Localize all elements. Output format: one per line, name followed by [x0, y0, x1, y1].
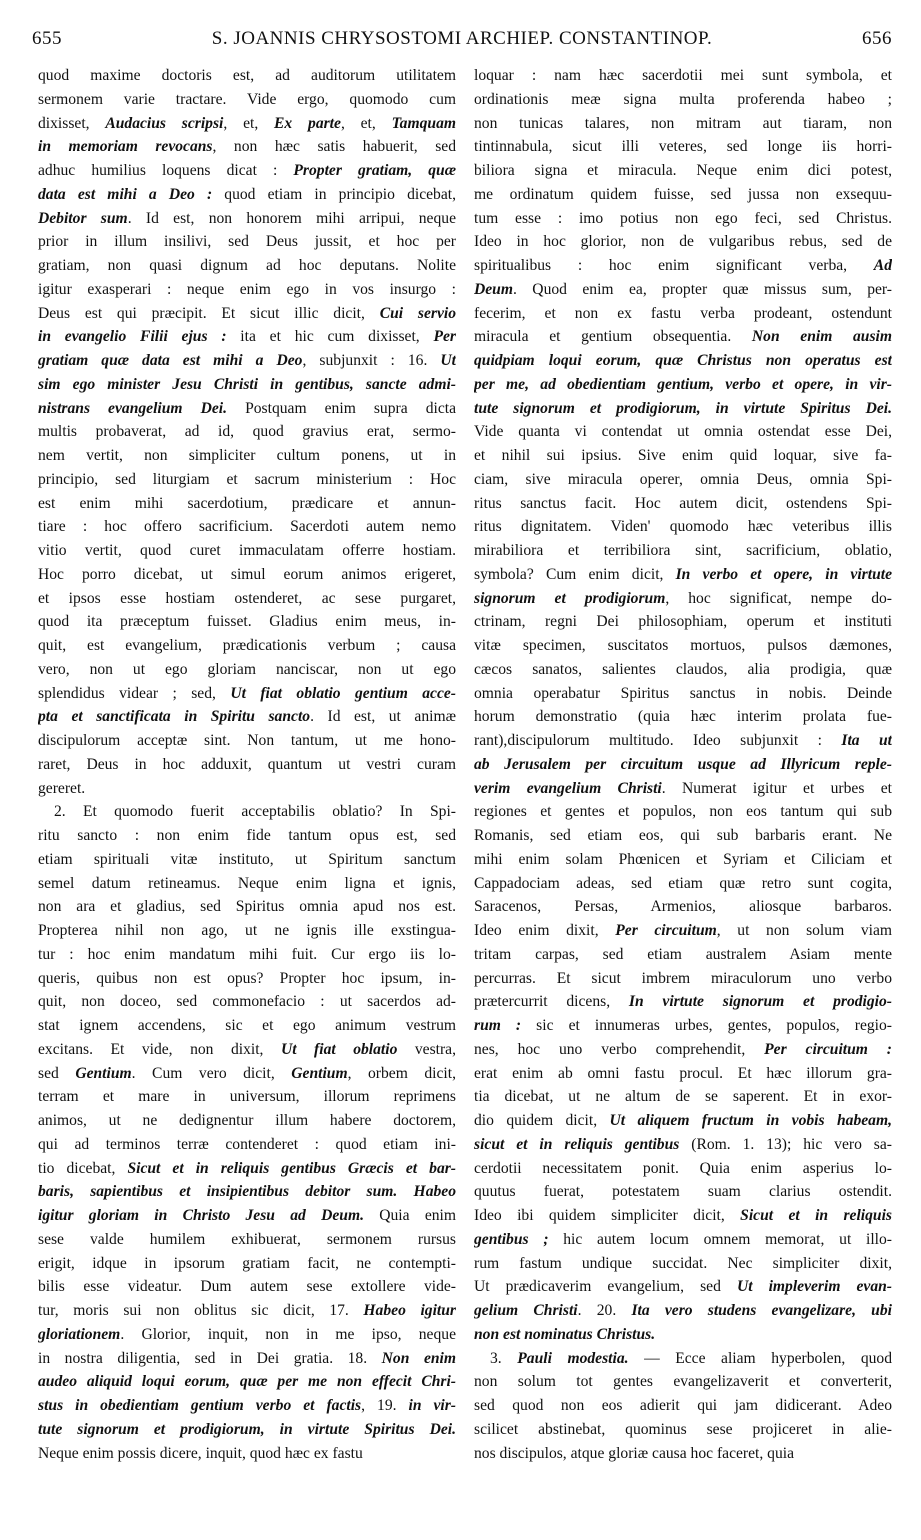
italic-quotation: Per circuitum [615, 922, 717, 939]
text-line [38, 587, 456, 611]
text-line [474, 1157, 892, 1181]
text-run: Postquam enim supra dicta [227, 399, 456, 417]
text-run: mirabiliora et terribiliora sint, sacrificium, oblatio, [474, 542, 892, 559]
text-line [38, 1014, 456, 1038]
italic-quotation: Per [433, 328, 456, 346]
page-number-right: 656 [862, 28, 892, 49]
text-line [38, 1442, 456, 1466]
italic-quotation: Sicut et in reliquis gentibus Græcis et bar- [127, 1159, 456, 1177]
text-line [474, 1347, 892, 1371]
italic-quotation: Audacius scripsi [105, 114, 224, 132]
text-line [38, 1323, 456, 1347]
text-line [38, 1062, 456, 1086]
text-line [38, 634, 456, 658]
italic-quotation: Debitor sum [38, 209, 128, 227]
text-run: vestra, [397, 1040, 456, 1058]
italic-quotation: Tamquam [391, 114, 456, 132]
text-run: gratiam, non quasi dignum ad hoc deputans. Nolite [38, 257, 456, 274]
text-line [38, 563, 456, 587]
italic-quotation: quidpiam loqui eorum, quæ Christus non operatus est [474, 352, 892, 369]
text-run: bilis esse videatur. Dum autem sese extollere vide- [38, 1278, 456, 1296]
text-line [474, 563, 892, 587]
text-line [474, 302, 892, 326]
text-run: rum fastum undique succidat. Nec simpliciter dixit, [474, 1254, 892, 1272]
text-line [474, 658, 892, 682]
text-line [38, 112, 456, 136]
text-run: Hoc porro dicebat, ut simul eorum animos erigeret, [38, 565, 456, 583]
text-run: ciam, sive miracula operer, omnia Deus, omnia Spi- [474, 470, 892, 488]
text-line [38, 919, 456, 943]
text-run: ita et hic cum dixisset, [226, 328, 434, 346]
text-run: etiam spirituali vitæ instituto, ut Spiritum sanctum [38, 850, 456, 868]
italic-quotation: Non enim [381, 1349, 456, 1367]
italic-quotation: ab Jerusalem per circuitum usque ad Illyricum reple- [474, 755, 892, 773]
text-run: Ideo in hoc glorior, non de vulgaribus rebus, sed de [474, 233, 892, 251]
text-line [38, 515, 456, 539]
text-line [38, 444, 456, 468]
text-run: sed quod non eos adierit qui jam didicerant. Adeo [474, 1397, 892, 1414]
text-line [38, 1275, 456, 1299]
text-run: vitæ specimen, suscitatos mortuos, pulsos dæmones, [474, 637, 892, 654]
italic-quotation: sim ego minister Jesu Christi in gentibus, sancte admi- [38, 375, 456, 393]
text-line [474, 1133, 892, 1157]
text-line [474, 1442, 892, 1466]
italic-quotation: Ut fiat oblatio gentium acce- [230, 684, 456, 702]
page-number-left: 655 [32, 28, 62, 49]
text-line [474, 1014, 892, 1038]
italic-quotation: in evangelio Filii ejus : [38, 328, 227, 346]
text-line [474, 88, 892, 112]
text-run: excitans. Et vide, non dixit, [38, 1040, 281, 1058]
text-line [38, 159, 456, 183]
text-run: . Cum vero dicit, [131, 1064, 292, 1082]
text-run: sed [38, 1064, 76, 1082]
text-run: hic autem locum omnem memorat, ut illo- [548, 1230, 892, 1248]
italic-quotation: Ita vero studens evangelizare, ubi [631, 1302, 892, 1319]
text-run: vitio vertit, quod curet immaculatam offerre hostiam. [38, 542, 456, 559]
italic-quotation: Ita ut [841, 732, 892, 749]
text-line [38, 302, 456, 326]
text-run: sermonem varie tractare. Vide ergo, quomodo cum [38, 90, 456, 108]
text-run: , et, [223, 114, 275, 132]
text-run: rant),discipulorum multitudo. Ideo subjunxit : [474, 732, 842, 749]
text-run: vero, non ut ego gloriam nanciscar, non ut ego [38, 660, 456, 678]
text-run: . Id est, ut animæ [310, 708, 456, 726]
text-line [38, 1299, 456, 1323]
italic-quotation: in memoriam revocans [38, 138, 213, 156]
text-run: , orbem dicit, [347, 1064, 456, 1082]
italic-quotation: Gentium [291, 1064, 348, 1082]
text-line [474, 1062, 892, 1086]
text-line [474, 943, 892, 967]
italic-quotation: Ad [873, 257, 892, 274]
text-line [474, 634, 892, 658]
italic-quotation: tute signorum et prodigiorum, in virtute Spiritus Dei. [474, 399, 892, 417]
italic-quotation: Gentium [75, 1064, 132, 1082]
text-run: Vide quanta vi contendat ut omnia ostendat esse Dei, [474, 423, 892, 441]
text-line [474, 207, 892, 231]
text-run: mihi enim solam Phœnicen et Syriam et Ciliciam et [474, 850, 892, 868]
text-line [38, 658, 456, 682]
text-line [38, 1418, 456, 1442]
italic-quotation: Propter gratiam, quæ [293, 162, 456, 179]
right-column [474, 64, 892, 1534]
text-line [474, 872, 892, 896]
text-run: 2. Et quomodo fuerit acceptabilis oblatio? In Spi- [54, 803, 456, 821]
text-run: tur : hoc enim mandatum mihi fuit. Cur ergo iis lo- [38, 945, 456, 963]
text-line [38, 492, 456, 516]
italic-quotation: sicut et in reliquis gentibus [474, 1135, 680, 1153]
text-line [474, 1394, 892, 1418]
text-run: animos, ut ne dedignentur illum habere doctorem, [38, 1112, 456, 1129]
text-run: adhuc humilius loquens dicat : [38, 162, 294, 179]
text-run: spiritualibus : hoc enim significant verba, [474, 257, 874, 274]
text-run: tum esse : imo potius non ego feci, sed Christus. [474, 209, 892, 227]
text-line [38, 753, 456, 777]
text-run: (Rom. 1. 13); hic vero sa- [679, 1135, 892, 1153]
text-run: dixisset, [38, 114, 106, 132]
text-line [474, 682, 892, 706]
text-run: splendidus videar ; sed, [38, 684, 231, 702]
text-line [474, 1275, 892, 1299]
italic-quotation: non est nominatus Christus. [474, 1325, 656, 1343]
text-line [38, 943, 456, 967]
text-line [474, 135, 892, 159]
text-line [474, 753, 892, 777]
text-run: discipulorum acceptæ sint. Non tantum, ut me hono- [38, 732, 456, 749]
text-run: 3. [490, 1349, 518, 1367]
text-run: nos discipulos, atque gloriæ causa hoc faceret, quia [474, 1444, 795, 1462]
text-line [474, 1323, 892, 1347]
italic-quotation: tute signorum et prodigiorum, in virtute Spiritus Dei. [38, 1420, 456, 1438]
italic-quotation: In virtute signorum et prodigio- [628, 993, 892, 1011]
text-line [38, 420, 456, 444]
text-line [474, 587, 892, 611]
text-line [474, 349, 892, 373]
text-line [38, 1228, 456, 1252]
text-line [474, 397, 892, 421]
italic-quotation: in vir- [408, 1397, 456, 1414]
text-run: et ipsos esse hostiam ostenderet, ac sese purgaret, [38, 589, 456, 607]
text-line [474, 1038, 892, 1062]
italic-quotation: gratiam quæ data est mihi a Deo [38, 352, 303, 369]
text-line [474, 278, 892, 302]
text-line [474, 777, 892, 801]
text-run: non solum tot gentes evangelizaverit et converterit, [474, 1373, 892, 1391]
text-run: gereret. [38, 779, 86, 797]
text-line [38, 1109, 456, 1133]
text-line [38, 539, 456, 563]
text-line [38, 135, 456, 159]
text-run: erat enim ab omni fastu procul. Et hæc illorum gra- [474, 1064, 892, 1082]
text-line [474, 1252, 892, 1276]
text-run: ritus sanctus facit. Hoc autem dicit, ostendens Spi- [474, 494, 892, 512]
italic-quotation: gloriationem [38, 1325, 121, 1343]
text-line [474, 325, 892, 349]
text-run: Deus est qui præcipit. Et sicut illic dicit, [38, 304, 380, 322]
text-run: . 20. [577, 1302, 632, 1319]
text-line [474, 515, 892, 539]
text-line [474, 468, 892, 492]
text-line [38, 64, 456, 88]
italic-quotation: rum : [474, 1017, 522, 1034]
text-run: quit, non doceo, sed commonefacio : ut sacerdos ad- [38, 993, 456, 1011]
text-line [38, 1180, 456, 1204]
text-run: tritam carpas, sed etiam australem Asiam mente [474, 945, 892, 963]
text-line [38, 729, 456, 753]
text-run: prior in illum insilivi, sed Deus jussit, et hoc per [38, 233, 456, 251]
text-run: . Glorior, inquit, non in me ipso, neque [120, 1325, 456, 1343]
text-run: ritu sancto : non enim fide tantum opus est, sed [38, 827, 456, 844]
italic-quotation: gelium Christi [474, 1302, 578, 1319]
text-run: Neque enim possis dicere, inquit, quod hæc ex fastu [38, 1444, 363, 1462]
italic-quotation: Ex parte [274, 114, 341, 132]
text-run: , non hæc satis habuerit, sed [212, 138, 456, 156]
text-line [38, 1394, 456, 1418]
text-run: ctrinam, regni Dei philosophiam, operum et instituti [474, 613, 892, 631]
left-column [38, 64, 456, 1534]
text-run: semel datum retineamus. Neque enim ligna et ignis, [38, 874, 456, 892]
text-line [474, 1418, 892, 1442]
text-line [38, 895, 456, 919]
text-run: , ut non solum viam [716, 922, 892, 939]
text-line [474, 539, 892, 563]
text-line [38, 1157, 456, 1181]
text-run: multis probaverat, ad id, quod gravius erat, sermo- [38, 423, 456, 441]
text-run: non ara et gladius, sed Spiritus omnia apud nos est. [38, 898, 456, 916]
text-run: omnia operabatur Spiritus sanctus in nobis. Deinde [474, 684, 892, 702]
text-run: erigit, idque in ipsorum gratiam facit, ne contempti- [38, 1254, 456, 1272]
text-line [38, 254, 456, 278]
text-line [474, 919, 892, 943]
text-line [474, 729, 892, 753]
text-run: symbola? Cum enim dicit, [474, 565, 676, 583]
text-line [474, 254, 892, 278]
italic-quotation: Pauli modestia. [517, 1349, 629, 1367]
text-line [38, 967, 456, 991]
text-run: Ut prædicaverim evangelium, sed [474, 1278, 737, 1296]
italic-quotation: gentibus ; [474, 1230, 549, 1248]
italic-quotation: Ut [440, 352, 456, 369]
text-run: principio, sed liturgiam et sacrum ministerium : Hoc [38, 470, 456, 488]
text-line [474, 183, 892, 207]
text-line [38, 824, 456, 848]
text-run: Ideo ibi quidem simpliciter dicit, [474, 1207, 741, 1224]
text-run: nem vertit, non simpliciter cultum ponens, ut in [38, 447, 456, 464]
text-line [38, 1085, 456, 1109]
italic-quotation: Habeo igitur [363, 1302, 456, 1319]
running-header [32, 28, 892, 58]
text-run: . Numerat igitur et urbes et [661, 779, 892, 797]
text-line [474, 1204, 892, 1228]
text-line [38, 468, 456, 492]
text-line [474, 112, 892, 136]
text-run: tur, moris sui non oblitus sic dicit, 17. [38, 1302, 364, 1319]
text-line [474, 1109, 892, 1133]
italic-quotation: signorum et prodigiorum [474, 589, 666, 607]
text-run: , et, [340, 114, 392, 132]
text-run: tio dicebat, [38, 1159, 128, 1177]
italic-quotation: baris, sapientibus et insipientibus debitor sum. Habeo [38, 1183, 456, 1201]
text-line [474, 159, 892, 183]
text-run: quit, est evangelium, prædicationis verbum ; causa [38, 637, 456, 654]
text-run: et nihil sui ipsius. Sive enim quid loquar, sive fa- [474, 447, 892, 464]
italic-quotation: Cui servio [379, 304, 456, 322]
italic-quotation: verim evangelium Christi [474, 779, 662, 797]
text-line [38, 278, 456, 302]
text-line [38, 183, 456, 207]
text-run: horum demonstratio (quia hæc interim prolata fue- [474, 708, 892, 726]
text-line [38, 88, 456, 112]
text-run: tintinnabula, sicut illi veteres, sed longe iis horri- [474, 138, 892, 156]
text-run: miracula et gentium obsequentia. [474, 328, 752, 346]
text-run: queris, quibus non est opus? Propter hoc ipsum, in- [38, 969, 456, 987]
text-run: in nostra diligentia, sed in Dei gratia. 18. [38, 1349, 382, 1367]
text-line [474, 1299, 892, 1323]
text-line [38, 682, 456, 706]
text-run: percurras. Et sicut imbrem miraculorum uno verbo [474, 969, 892, 987]
text-run: sic et innumeras urbes, gentes, populos, regio- [521, 1017, 892, 1034]
text-line [38, 1252, 456, 1276]
text-run: . Quod enim ea, propter quæ missus sum, per- [512, 280, 892, 298]
text-line [38, 848, 456, 872]
text-run: Cappadociam adeas, sed etiam quæ retro sunt cogita, [474, 874, 892, 892]
text-run: raret, Deus in hoc adduxit, quantum ut vestri curam [38, 755, 456, 773]
italic-quotation: nistrans evangelium Dei. [38, 399, 228, 417]
italic-quotation: Ut impleverim evan- [736, 1278, 892, 1296]
italic-quotation: igitur gloriam in Christo Jesu ad Deum. [38, 1207, 364, 1224]
text-run: ordinationis meæ signa multa proferenda habeo ; [474, 90, 892, 108]
text-run: — Ecce aliam hyperbolen, quod [628, 1349, 892, 1367]
text-run: Quia enim [363, 1207, 456, 1224]
text-run: , hoc significat, nempe do- [665, 589, 892, 607]
italic-quotation: Per circuitum : [764, 1040, 892, 1058]
text-run: terram et mare in universum, illorum reprimens [38, 1088, 456, 1106]
text-run: , subjunxit : 16. [302, 352, 441, 369]
text-run: loquar : nam hæc sacerdotii mei sunt symbola, et [474, 67, 892, 84]
text-run: ritus dignitatem. Viden' quomodo hæc veteribus illis [474, 518, 892, 536]
text-line [38, 705, 456, 729]
text-line [474, 492, 892, 516]
text-run: scilicet abstinebat, quominus sese projiceret in alie- [474, 1420, 892, 1438]
text-line [38, 230, 456, 254]
text-line [474, 705, 892, 729]
text-run: tia dicebat, ut ne altum de se saperent. Et in exor- [474, 1088, 892, 1106]
italic-quotation: audeo aliquid loqui eorum, quæ per me non effecit Chri- [38, 1373, 456, 1391]
text-line [38, 207, 456, 231]
italic-quotation: In verbo et opere, in virtute [675, 565, 892, 583]
text-line [474, 444, 892, 468]
text-line [38, 777, 456, 801]
text-line [38, 325, 456, 349]
text-line [474, 967, 892, 991]
text-run: tiare : hoc offero sacrificium. Sacerdoti autem nemo [38, 518, 456, 536]
text-run: igitur exasperari : neque enim ego in vos insurgo : [38, 280, 456, 298]
italic-quotation: Deum [474, 280, 513, 298]
text-run: nes, hoc uno verbo comprehendit, [474, 1040, 765, 1058]
text-run: quutus fuerat, potestatem suam clarius ostendit. [474, 1183, 892, 1201]
italic-quotation: Sicut et in reliquis [740, 1207, 892, 1224]
text-line [38, 373, 456, 397]
italic-quotation: Ut aliquem fructum in vobis habeam, [609, 1112, 892, 1129]
text-line [38, 349, 456, 373]
italic-quotation: pta et sanctificata in Spiritu sancto [38, 708, 311, 726]
running-title: S. JOANNIS CHRYSOSTOMI ARCHIEP. CONSTANTINOP. [211, 28, 713, 49]
text-run: fecerim, et non ex fastu verba prodeant, ostendunt [474, 304, 892, 322]
text-run: Saracenos, Persas, Armenios, aliosque barbaros. [474, 898, 892, 916]
text-run: quod etiam in principio dicebat, [212, 185, 456, 203]
text-line [38, 990, 456, 1014]
text-run: . Id est, non honorem mihi arripui, neque [127, 209, 456, 227]
text-run: prætercurrit dicens, [474, 993, 629, 1011]
text-run: sese valde humilem exhibuerat, sermonem rursus [38, 1230, 456, 1248]
text-line [474, 824, 892, 848]
text-line [38, 1038, 456, 1062]
text-run: Romanis, sed etiam eos, qui sub barbaris erant. Ne [474, 827, 892, 844]
text-line [474, 895, 892, 919]
text-run: dio quidem dicit, [474, 1112, 610, 1129]
text-run: qui ad terminos terræ contenderet : quod etiam ini- [38, 1135, 456, 1153]
text-run: non tunicas talares, non mitram aut tiaram, non [474, 114, 892, 132]
text-line [38, 610, 456, 634]
text-line [38, 1347, 456, 1371]
text-run: cæcos sanatos, salientes claudos, alia prodigia, quæ [474, 660, 892, 678]
text-line [38, 397, 456, 421]
text-line [474, 1180, 892, 1204]
text-line [474, 373, 892, 397]
text-line [474, 990, 892, 1014]
text-run: regiones et gentes et populos, non eos tantum qui sub [474, 803, 892, 821]
italic-quotation: stus in obedientiam gentium verbo et factis [38, 1397, 362, 1414]
text-line [38, 872, 456, 896]
text-line [474, 1370, 892, 1394]
text-line [38, 1204, 456, 1228]
text-line [474, 1228, 892, 1252]
text-run: stat ignem accendens, sic et ego animum vestrum [38, 1017, 456, 1034]
text-line [474, 800, 892, 824]
text-run: cerdotii necessitatem ponit. Quia enim asperius lo- [474, 1159, 892, 1177]
text-line [38, 800, 456, 824]
text-run: , 19. [361, 1397, 409, 1414]
text-run: me ordinatum quidem fuisse, sed jussa non exsequu- [474, 185, 892, 203]
text-run: Ideo enim dixit, [474, 922, 616, 939]
italic-quotation: per me, ad obedientiam gentium, verbo et opere, in vir- [474, 375, 892, 393]
text-line [474, 1085, 892, 1109]
italic-quotation: Ut fiat oblatio [280, 1040, 398, 1058]
text-run: est enim mihi sacerdotium, prædicare et annun- [38, 494, 456, 512]
text-line [474, 420, 892, 444]
text-run: quod maxime doctoris est, ad auditorum utilitatem [38, 67, 456, 84]
italic-quotation: Non enim ausim [751, 328, 892, 346]
text-line [474, 610, 892, 634]
text-run: quod ita præceptum fuisset. Gladius enim meus, in- [38, 613, 456, 631]
text-run: biliora signa et miracula. Neque enim dici potest, [474, 162, 892, 179]
text-line [474, 64, 892, 88]
text-line [38, 1133, 456, 1157]
italic-quotation: data est mihi a Deo : [38, 185, 213, 203]
text-line [474, 230, 892, 254]
text-run: Propterea nihil non ago, ut ne ignis ille exstingua- [38, 922, 456, 939]
text-line [38, 1370, 456, 1394]
text-line [474, 848, 892, 872]
